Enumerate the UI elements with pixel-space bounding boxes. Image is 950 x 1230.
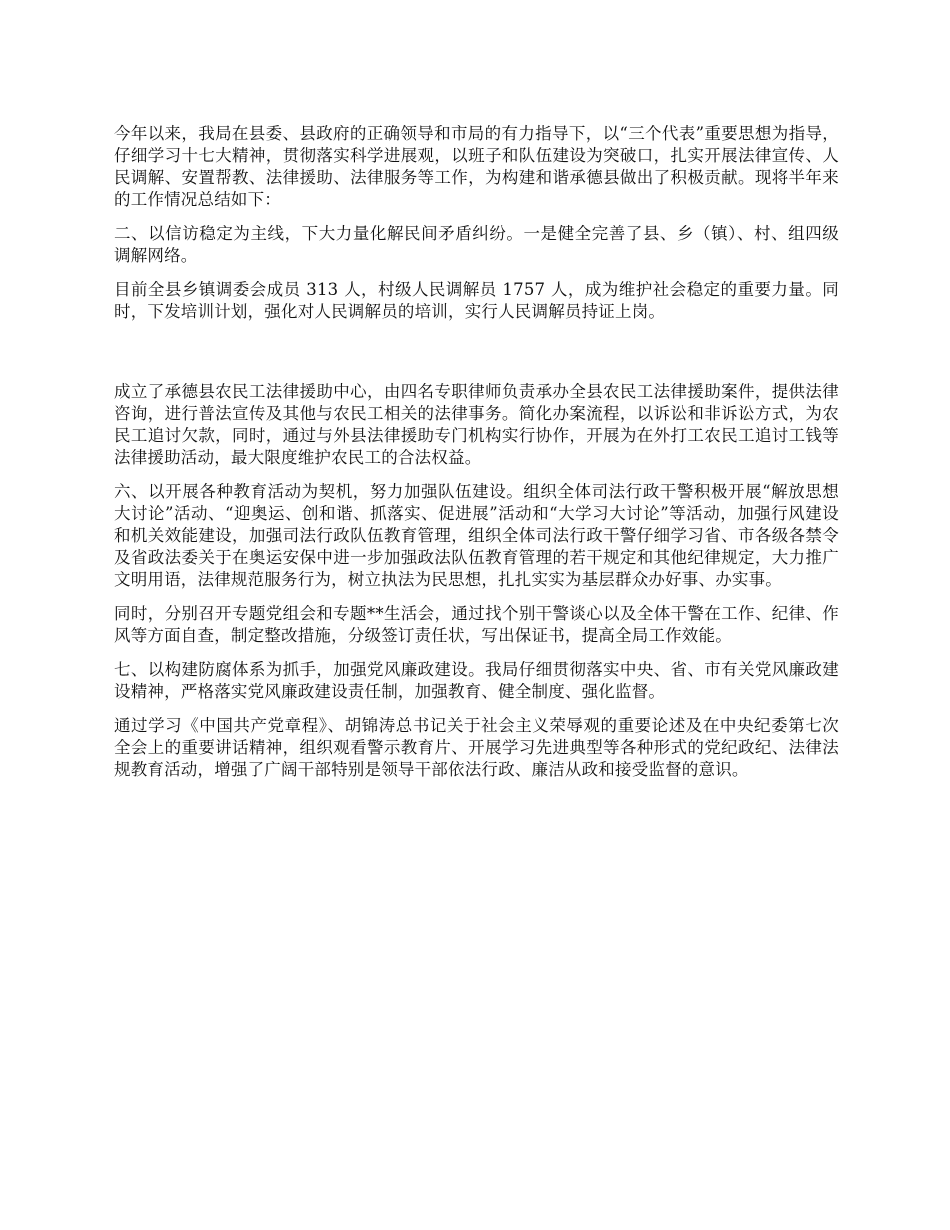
paragraph-meetings: 同时，分别召开专题党组会和专题**生活会，通过找个别干警谈心以及全体干警在工作、纪律、作风等方面自查，制定整改措施，分级签订责任状，写出保证书，提高全局工作效能。 — [114, 604, 839, 645]
paragraph-section-seven: 七、以构建防腐体系为抓手，加强党风廉政建设。我局仔细贯彻落实中央、省、市有关党风廉政建设精神，严格落实党风廉政建设责任制，加强教育、健全制度、强化监督。 — [114, 660, 839, 701]
paragraph-section-six: 六、以开展各种教育活动为契机，努力加强队伍建设。组织全体司法行政干警积极开展“解放思想大讨论”活动、“迎奥运、创和谐、抓落实、促进展”活动和“大学习大讨论”等活动，加强行风建设和机关效能建设，加强司法行政队伍教育管理，组织全体司法行政干警仔细学习省、市各级各禁令及省政法委关于在奥运安保中进一步加强政法队伍教育管理的若干规定和其他纪律规定，大力推广文明用语，法律规范服务行为，树立执法为民思想，扎扎实实为基层群众办好事、办实事。 — [114, 482, 839, 589]
paragraph-intro: 今年以来，我局在县委、县政府的正确领导和市局的有力指导下，以“三个代表”重要思想为指导，仔细学习十七大精神，贯彻落实科学进展观，以班子和队伍建设为突破口，扎实开展法律宣传、人民调解、安置帮教、法律援助、法律服务等工作，为构建和谐承德县做出了积极贡献。现将半年来的工作情况总结如下： — [114, 124, 839, 209]
paragraph-study: 通过学习《中国共产党章程》、胡锦涛总书记关于社会主义荣辱观的重要论述及在中央纪委第七次全会上的重要讲话精神，组织观看警示教育片、开展学习先进典型等各种形式的党纪政纪、法律法规教育活动，增强了广阔干部特别是领导干部依法行政、廉洁从政和接受监督的意识。 — [114, 716, 839, 779]
paragraph-legal-aid-center: 成立了承德县农民工法律援助中心，由四名专职律师负责承办全县农民工法律援助案件，提供法律咨询，进行普法宣传及其他与农民工相关的法律事务。简化办案流程，以诉讼和非诉讼方式，为农民工追讨欠款，同时，通过与外县法律援助专门机构实行协作，开展为在外打工农民工追讨工钱等法律援助活动，最大限度维护农民工的合法权益。 — [114, 382, 839, 467]
document-body — [114, 123, 839, 793]
blank-gap — [114, 335, 839, 381]
paragraph-section-two: 二、以信访稳定为主线，下大力量化解民间矛盾纠纷。一是健全完善了县、乡（镇）、村、组四级调解网络。 — [114, 224, 839, 265]
paragraph-mediators: 目前全县乡镇调委会成员 313 人，村级人民调解员 1757 人，成为维护社会稳定的重要力量。同时，下发培训计划，强化对人民调解员的培训，实行人民调解员持证上岗。 — [114, 280, 839, 321]
